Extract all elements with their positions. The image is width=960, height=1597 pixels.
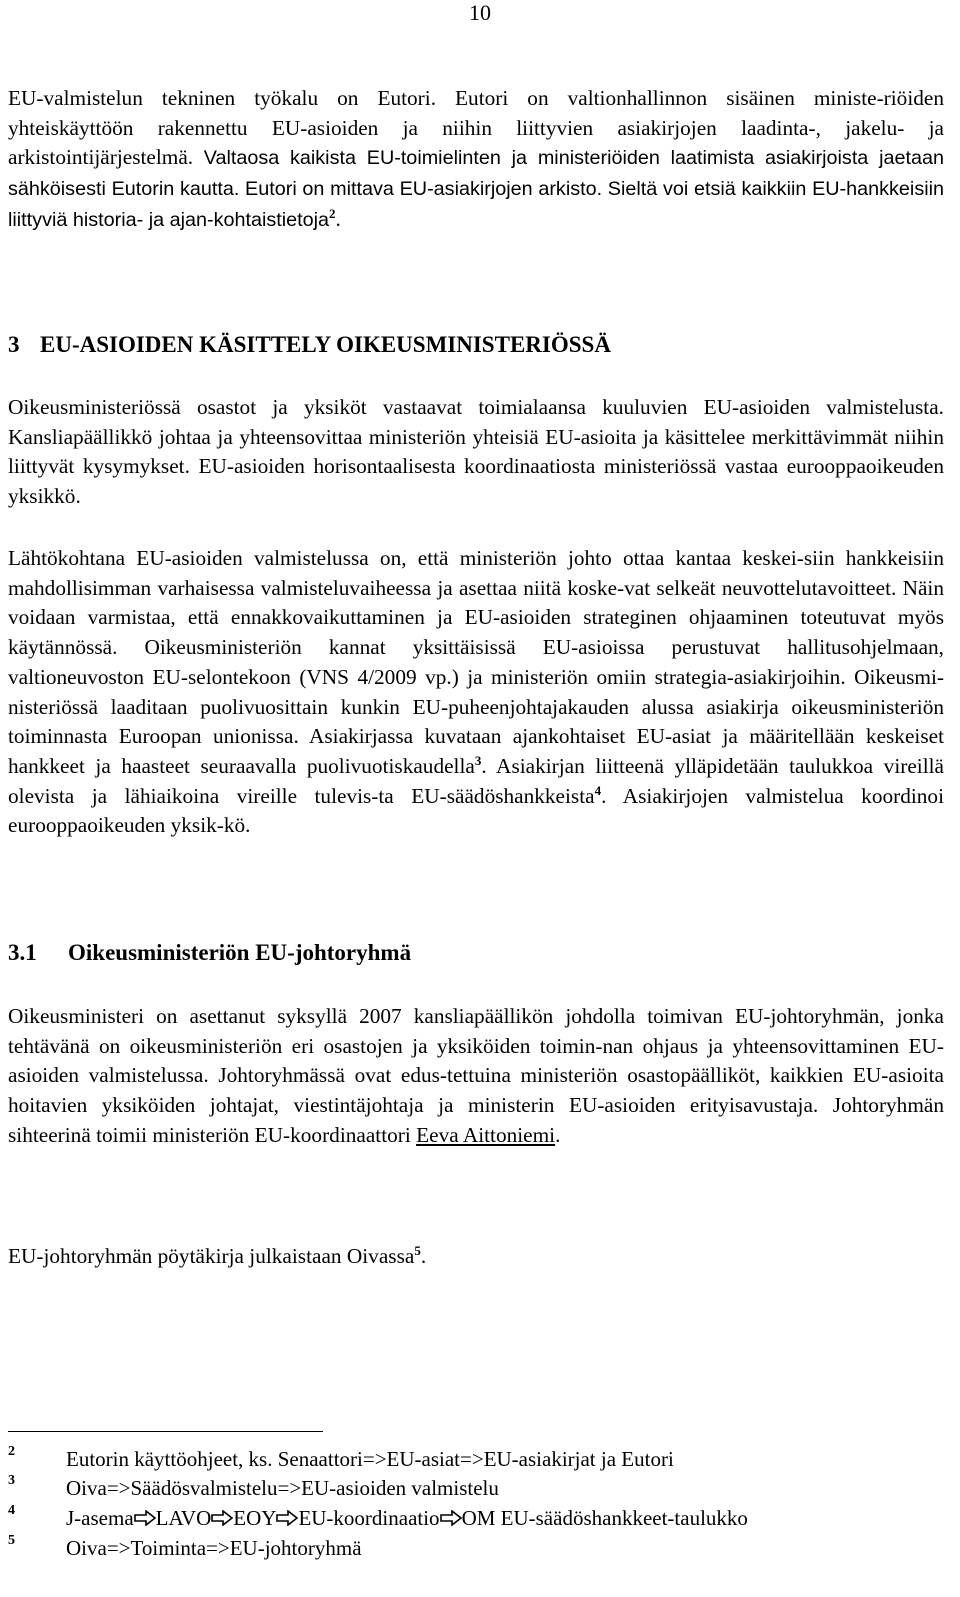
- footnote-3: [8, 1474, 938, 1503]
- section-3-1-paragraph-1: [8, 1002, 944, 1151]
- section-3-paragraph-1: Oikeusministeriössä osastot ja yksiköt vastaavat toimialaansa kuuluvien EU-asioiden valmistelusta. Kansliapäällikkö johtaa ja yhteensovittaa ministeriön yhteisiä EU-asioita ja käsittelee merkittävimmät niihin liittyvät kysymykset. EU-asioiden horisontaalisesta koordinaatiosta ministeriössä vastaa eurooppaoikeuden yksikkö.: [8, 395, 944, 509]
- section-3-1-para-1-text-b: .: [555, 1122, 561, 1147]
- footnote-ref-3[interactable]: 3: [474, 752, 482, 768]
- footnote-separator: [8, 1431, 323, 1432]
- footnote-text: Eutorin käyttöohjeet, ks. Senaattori=>EU-asiat=>EU-asiakirjat ja Eutori: [66, 1447, 674, 1471]
- section-3-para-2-text-a: Lähtökohtana EU-asioiden valmistelussa on, että ministeriön johto ottaa kantaa keskei-siin hankkeisiin mahdollisimman varhaisessa valmisteluvaiheessa ja asettaa niitä koske-vat selkeät neuvottelutavoitteet. Näin voidaan varmistaa, että ennakkovaikuttaminen ja EU-asioiden strateginen ohjaaminen toteutuvat myös käytännössä. Oikeusministeriön kannat yksittäisissä EU-asioissa perustuvat hallitusohjelmaan, valtioneuvoston EU-selontekoon (VNS 4/2009 vp.) ja ministeriön omiin strategia-asiakirjoihin. Oikeusmi-nisteriössä laaditaan puolivuosittain kunkin EU-puheenjohtajakauden alussa asiakirja oikeusministeriön toiminnasta Euroopan unionissa. Asiakirjassa kuvataan ajankohtaiset EU-asiat ja määritellään keskeiset hankkeet ja haasteet seuraavalla puolivuotiskaudella: [8, 546, 944, 778]
- page-number: 10: [469, 0, 491, 25]
- footnote-number: 4: [8, 1503, 15, 1518]
- intro-paragraph: [8, 84, 944, 236]
- section-3-1-para-1-text-a: Oikeusministeri on asettanut syksyllä 2007 kansliapäällikön johdolla toimivan EU-johtoryhmän, jonka tehtävänä on oikeusministeriön eri osastojen ja yksiköiden toimin-nan ohjaus ja yhteensovittaminen EU-asioiden valmistelussa. Johtoryhmässä ovat edus-tettuina ministeriön osastopäälliköt, kaikkien EU-asioita hoitavien yksiköiden johtajat, viestintäjohtaja ja ministerin EU-asioiden erityisavustaja. Johtoryhmän sihteerinä toimii ministeriön EU-koordinaattori: [8, 1004, 944, 1147]
- footnote-4: [8, 1504, 938, 1533]
- section-3-1-para-2-text: EU-johtoryhmän pöytäkirja julkaistaan Oivassa: [8, 1244, 415, 1268]
- footnote-number: 5: [8, 1533, 15, 1548]
- footnote-text: Oiva=>Toiminta=>EU-johtoryhmä: [66, 1536, 362, 1560]
- hollow-arrow-icon: [276, 1510, 298, 1526]
- footnote-4-part-1: J-asema: [66, 1506, 134, 1530]
- section-3-1-heading: [8, 938, 411, 968]
- eeva-aittoniemi-link[interactable]: Eeva Aittoniemi: [416, 1122, 556, 1147]
- section-3-title: EU-ASIOIDEN KÄSITTELY OIKEUSMINISTERIÖSSÄ: [40, 332, 611, 357]
- footnote-4-part-2: LAVO: [155, 1506, 212, 1530]
- section-3-1-number: 3.1: [8, 940, 37, 965]
- section-3-para-2-text-c: . Asiakirjojen valmistelua koordinoi eurooppaoikeuden yksik-kö.: [8, 783, 944, 838]
- section-3-number: 3: [8, 332, 20, 357]
- hollow-arrow-icon: [211, 1510, 233, 1526]
- footnote-2: [8, 1445, 938, 1474]
- section-3-heading: [8, 330, 611, 360]
- hollow-arrow-icon: [134, 1510, 156, 1526]
- section-3-1-title: Oikeusministeriön EU-johtoryhmä: [68, 940, 412, 965]
- intro-text-sans: Valtaosa kaikista EU-toimielinten ja ministeriöiden laatimista asiakirjoista jaetaan sähköisesti Eutorin kautta. Eutori on mittava EU-asiakirjojen arkisto. Sieltä voi etsiä kaikkiin EU-hankkeisiin liittyviä historia- ja ajan-kohtaistietoja: [8, 147, 944, 231]
- footnote-number: 3: [8, 1473, 15, 1488]
- footnote-ref-2[interactable]: 2: [329, 205, 336, 221]
- section-3-paragraph-2: [8, 544, 944, 841]
- footnote-4-part-4: EU-koordinaatio: [298, 1506, 440, 1530]
- footnote-4-part-3: EOY: [233, 1506, 277, 1530]
- footnote-ref-4[interactable]: 4: [594, 782, 602, 798]
- section-3-1-paragraph-2: [8, 1242, 944, 1272]
- section-3-1-para-2-end: .: [420, 1244, 427, 1268]
- hollow-arrow-icon: [440, 1510, 462, 1526]
- footnote-ref-5[interactable]: 5: [414, 1243, 421, 1258]
- section-3-para-2-text-b: . Asiakirjan liitteenä ylläpidetään taulukkoa vireillä olevista ja lähiaikoina vireille tulevis-ta EU-säädöshankkeista: [8, 753, 944, 808]
- intro-end: .: [335, 206, 341, 231]
- footnote-5: [8, 1534, 938, 1563]
- footnote-number: 2: [8, 1444, 15, 1459]
- intro-text-serif: EU-valmistelun tekninen työkalu on Eutori. Eutori on valtionhallinnon sisäinen ministe-riöiden yhteiskäyttöön rakennettu EU-asioiden ja niihin liittyvien asiakirjojen laadinta-, jakelu- ja arkistointijärjestelmä.: [8, 86, 944, 170]
- footnote-text: Oiva=>Säädösvalmistelu=>EU-asioiden valmistelu: [66, 1476, 499, 1500]
- footnote-4-part-5: OM EU-säädöshankkeet-taulukko: [461, 1506, 748, 1530]
- footnote-text: [66, 1504, 748, 1532]
